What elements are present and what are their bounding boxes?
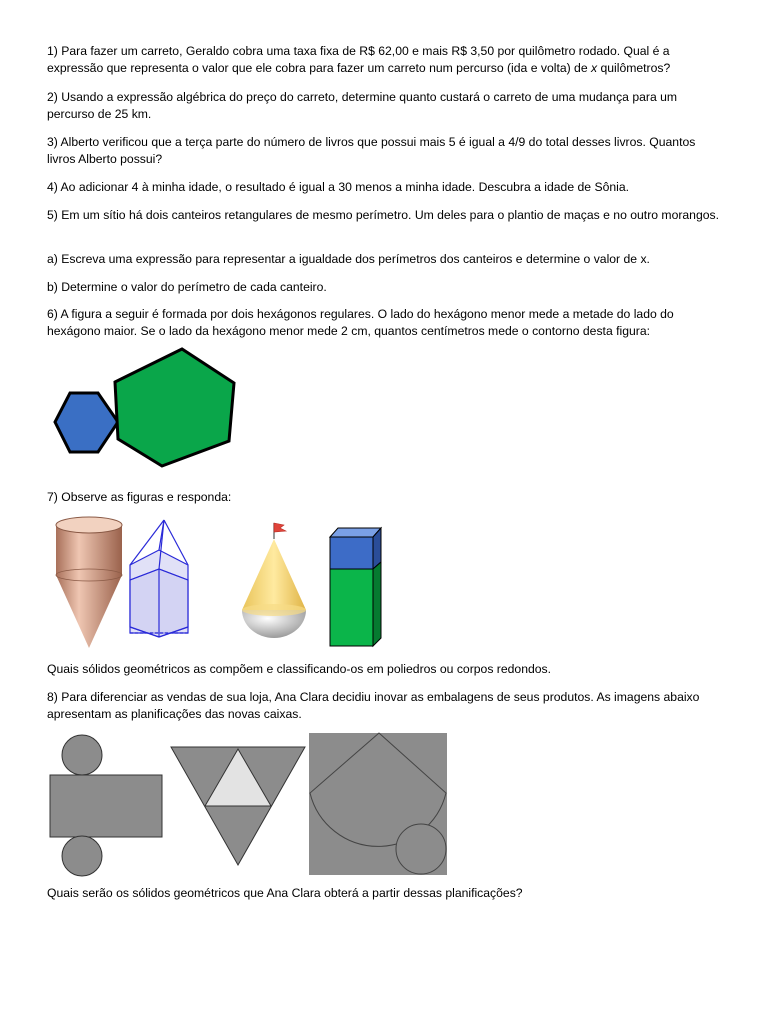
- nets-figure: [47, 731, 449, 877]
- question-5a: a) Escreva uma expressão para representar a igualdade dos perímetros dos canteiros e determine o valor de x.: [47, 252, 650, 266]
- cylinder-cone-solid: [56, 517, 122, 648]
- solids-figure: [48, 515, 388, 650]
- question-4: 4) Ao adicionar 4 à minha idade, o resultado é igual a 30 menos a minha idade. Descubra a idade de Sônia.: [47, 180, 630, 194]
- question-7: 7) Observe as figuras e responda:: [47, 490, 232, 504]
- small-hexagon: [55, 393, 118, 452]
- question-1-text: 1) Para fazer um carreto, Geraldo cobra uma taxa fixa de R$ 62,00 e mais R$ 3,50 por quilômetro rodado. Qual é a expressão que representa o valor que ele cobra para fazer um carreto num percurso (ida e volta) de: [47, 44, 670, 75]
- hexagons-figure: [50, 345, 240, 470]
- pyramid-net: [171, 747, 305, 865]
- question-7-prompt: Quais sólidos geométricos as compõem e classificando-os em poliedros ou corpos redondos.: [47, 662, 552, 676]
- question-2: 2) Usando a expressão algébrica do preço do carreto, determine quanto custará o carreto de uma mudança para um percurso de 25 km.: [47, 90, 678, 121]
- question-5: 5) Em um sítio há dois canteiros retangulares de mesmo perímetro. Um deles para o plantio de maças e no outro morangos.: [47, 208, 719, 222]
- question-1-end: quilômetros?: [597, 61, 671, 75]
- pyramid-cube-solid: [130, 520, 188, 637]
- question-8: 8) Para diferenciar as vendas de sua loja, Ana Clara decidiu inovar as embalagens de seus produtos. As imagens abaixo apresentam as planificações das novas caixas.: [47, 690, 700, 721]
- variable-x: x: [591, 61, 598, 75]
- stacked-prisms-solid: [330, 528, 381, 646]
- question-1: [47, 43, 727, 77]
- question-8-prompt: Quais serão os sólidos geométricos que Ana Clara obterá a partir dessas planificações?: [47, 886, 523, 900]
- question-6: 6) A figura a seguir é formada por dois hexágonos regulares. O lado do hexágono menor mede a metade do lado do hexágono maior. Se o lado da hexágono menor mede 2 cm, quantos centímetros mede o contorno desta figura:: [47, 307, 674, 338]
- cone-net: [309, 733, 447, 875]
- question-3: 3) Alberto verificou que a terça parte do número de livros que possui mais 5 é igual a 4/9 do total desses livros. Quantos livros Alberto possui?: [47, 135, 696, 166]
- cone-hemisphere-solid: [242, 523, 306, 638]
- cylinder-net: [50, 735, 162, 876]
- question-5b: b) Determine o valor do perímetro de cada canteiro.: [47, 280, 327, 294]
- large-hexagon: [115, 349, 234, 466]
